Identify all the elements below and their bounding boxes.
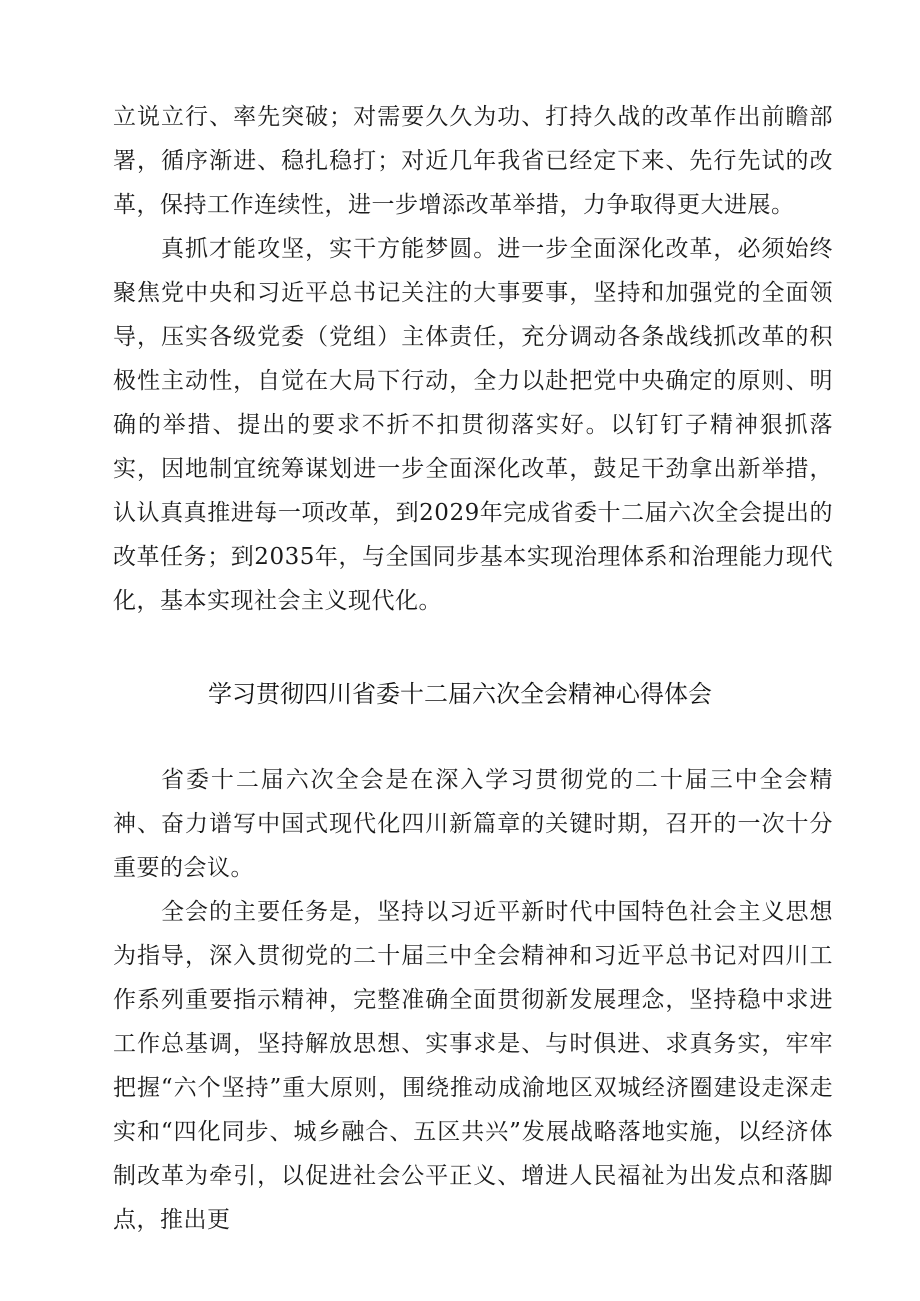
paragraph: 真抓才能攻坚，实干方能梦圆。进一步全面深化改革，必须始终聚焦党中央和习近平总书记关注的大事要事，坚持和加强党的全面领导，压实各级党委（党组）主体责任，充分调动各条战线抓改革的积极性主动性，自觉在大局下行动，全力以赴把党中央确定的原则、明确的举措、提出的要求不折不扣贯彻落实好。以钉钉子精神狠抓落实，因地制宜统筹谋划进一步全面深化改革，鼓足干劲拿出新举措，认认真真推进每一项改革，到2029年完成省委十二届六次全会提出的改革任务；到2035年，与全国同步基本实现治理体系和治理能力现代化，基本实现社会主义现代化。 <box>113 236 833 614</box>
paragraph-continuation: 立说立行、率先突破；对需要久久为功、打持久战的改革作出前瞻部署，循序渐进、稳扎稳打；对近几年我省已经定下来、先行先试的改革，保持工作连续性，进一步增添改革举措，力争取得更大进展。 <box>113 104 833 218</box>
section-two <box>113 758 833 1242</box>
section-one <box>113 95 833 623</box>
section-heading: 学习贯彻四川省委十二届六次全会精神心得体会 <box>208 680 712 708</box>
paragraph: 省委十二届六次全会是在深入学习贯彻党的二十届三中全会精神、奋力谱写中国式现代化四川新篇章的关键时期，召开的一次十分重要的会议。 <box>113 767 833 881</box>
paragraph: 全会的主要任务是，坚持以习近平新时代中国特色社会主义思想为指导，深入贯彻党的二十届三中全会精神和习近平总书记对四川工作系列重要指示精神，完整准确全面贯彻新发展理念，坚持稳中求进工作总基调，坚持解放思想、实事求是、与时俱进、求真务实，牢牢把握“六个坚持”重大原则，围绕推动成渝地区双城经济圈建设走深走实和“四化同步、城乡融合、五区共兴”发展战略落地实施，以经济体制改革为牵引，以促进社会公平正义、增进人民福祉为出发点和落脚点，推出更 <box>113 899 833 1233</box>
